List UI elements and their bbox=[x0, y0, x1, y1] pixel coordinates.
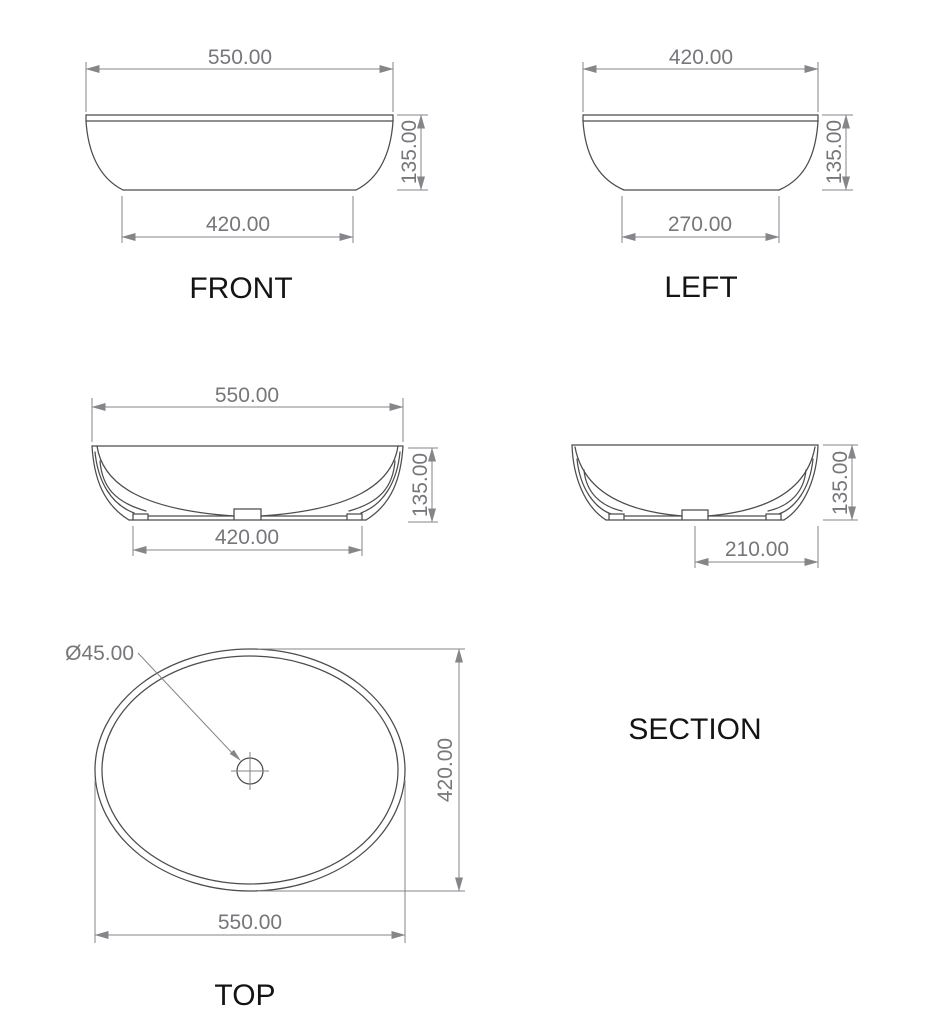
left-view bbox=[583, 46, 853, 304]
section-side-dim-half-width-value: 210.00 bbox=[724, 538, 790, 561]
left-dim-bottom-width-value: 270.00 bbox=[667, 213, 733, 236]
section-front-view bbox=[92, 384, 438, 556]
left-outline bbox=[583, 115, 818, 190]
front-dim-top-width-value: 550.00 bbox=[207, 46, 273, 69]
front-dim-bottom-width bbox=[122, 196, 353, 243]
top-view-label: TOP bbox=[214, 979, 276, 1012]
section-view-label: SECTION bbox=[628, 713, 762, 746]
drain-diameter-label: Ø45.00 bbox=[65, 642, 134, 665]
top-dim-width bbox=[95, 780, 405, 943]
section-front-dim-top-width bbox=[92, 384, 403, 442]
front-view bbox=[86, 46, 428, 305]
front-dim-height-value: 135.00 bbox=[398, 119, 421, 185]
section-front-dim-bottom-width bbox=[133, 526, 362, 556]
left-dim-bottom-width bbox=[622, 196, 779, 243]
top-view bbox=[65, 642, 465, 1012]
left-dim-top-width-value: 420.00 bbox=[668, 46, 734, 69]
drain-leader bbox=[138, 653, 241, 761]
section-side-dim-height bbox=[823, 445, 858, 520]
section-side-dim-height-value: 135.00 bbox=[829, 450, 852, 516]
section-front-dim-top-width-value: 550.00 bbox=[214, 384, 280, 407]
front-outline bbox=[86, 115, 393, 190]
section-side-dim-half-width bbox=[695, 526, 818, 568]
top-dim-depth-value: 420.00 bbox=[434, 737, 457, 803]
section-front-dim-height bbox=[408, 448, 438, 522]
left-view-label: LEFT bbox=[664, 271, 738, 304]
top-dim-width-value: 550.00 bbox=[217, 911, 283, 934]
front-dim-height bbox=[397, 115, 428, 190]
section-front-dim-height-value: 135.00 bbox=[409, 452, 432, 518]
front-dim-bottom-width-value: 420.00 bbox=[205, 213, 271, 236]
section-front-outline bbox=[92, 446, 403, 520]
left-dim-height bbox=[822, 115, 853, 190]
left-dim-top-width bbox=[583, 46, 818, 112]
section-front-dim-bottom-width-value: 420.00 bbox=[214, 526, 280, 549]
section-side-outline bbox=[572, 445, 818, 520]
section-side-view bbox=[572, 445, 858, 746]
left-dim-height-value: 135.00 bbox=[823, 119, 846, 185]
front-dim-top-width bbox=[86, 46, 393, 112]
front-view-label: FRONT bbox=[189, 272, 293, 305]
